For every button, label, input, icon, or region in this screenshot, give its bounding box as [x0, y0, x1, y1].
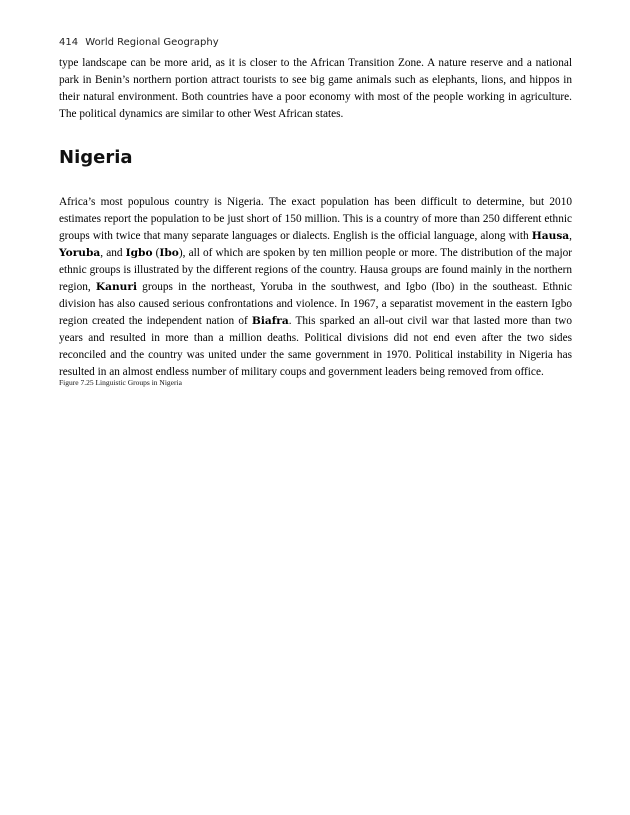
- body-text: groups in the northeast, Yoruba in the southwest, and Igbo (Ibo) in the southeast. Ethnic division has also caused serious confrontations and violence. In 1967, a separatist movement in the eastern Igbo region created the independent nation of: [59, 281, 572, 327]
- nigeria-paragraph: [59, 194, 572, 381]
- figure-caption: Figure 7.25 Linguistic Groups in Nigeria: [59, 378, 182, 387]
- body-text: Africa’s most populous country is Nigeria. The exact population has been difficult to determine, but 2010 estimates report the population to be just short of 150 million. This is a country of more than 250 different ethnic groups with twice that many separate languages or dialects. English is the official language, along with: [59, 196, 572, 242]
- term-yoruba: Yoruba: [59, 247, 101, 259]
- term-biafra: Biafra: [251, 315, 289, 327]
- body-text: ), all of which are spoken by ten million people or more. The distribution of the major ethnic groups is illustrated by the different regions of the country. Hausa groups are found mainly in the northern region,: [59, 247, 572, 293]
- term-igbo: Igbo: [125, 247, 153, 259]
- term-hausa: Hausa: [531, 230, 570, 242]
- intro-paragraph: type landscape can be more arid, as it is closer to the African Transition Zone. A nature reserve and a national park in Benin’s northern portion attract tourists to see big game animals such as elephants, lions, and hippos in their natural environment. Both countries have a poor economy with most of the people working in agriculture. The political dynamics are similar to other West African states.: [59, 57, 572, 120]
- section-heading: Nigeria: [59, 147, 133, 168]
- term-kanuri: Kanuri: [95, 281, 137, 293]
- running-header: [59, 37, 219, 48]
- term-ibo: Ibo: [159, 247, 179, 259]
- body-text: , and: [100, 247, 126, 259]
- book-title: World Regional Geography: [85, 37, 219, 48]
- page-number: 414: [59, 37, 79, 48]
- body-text: ,: [569, 230, 572, 242]
- body-text: . This sparked an all-out civil war that lasted more than two years and resulted in more than a million deaths. Political divisions did not end even after the two sides reconciled and the country was united under the same government in 1970. Political instability in Nigeria has resulted in an almost endless number of military coups and government leaders being removed from office.: [59, 315, 572, 378]
- body-text: (: [152, 247, 160, 259]
